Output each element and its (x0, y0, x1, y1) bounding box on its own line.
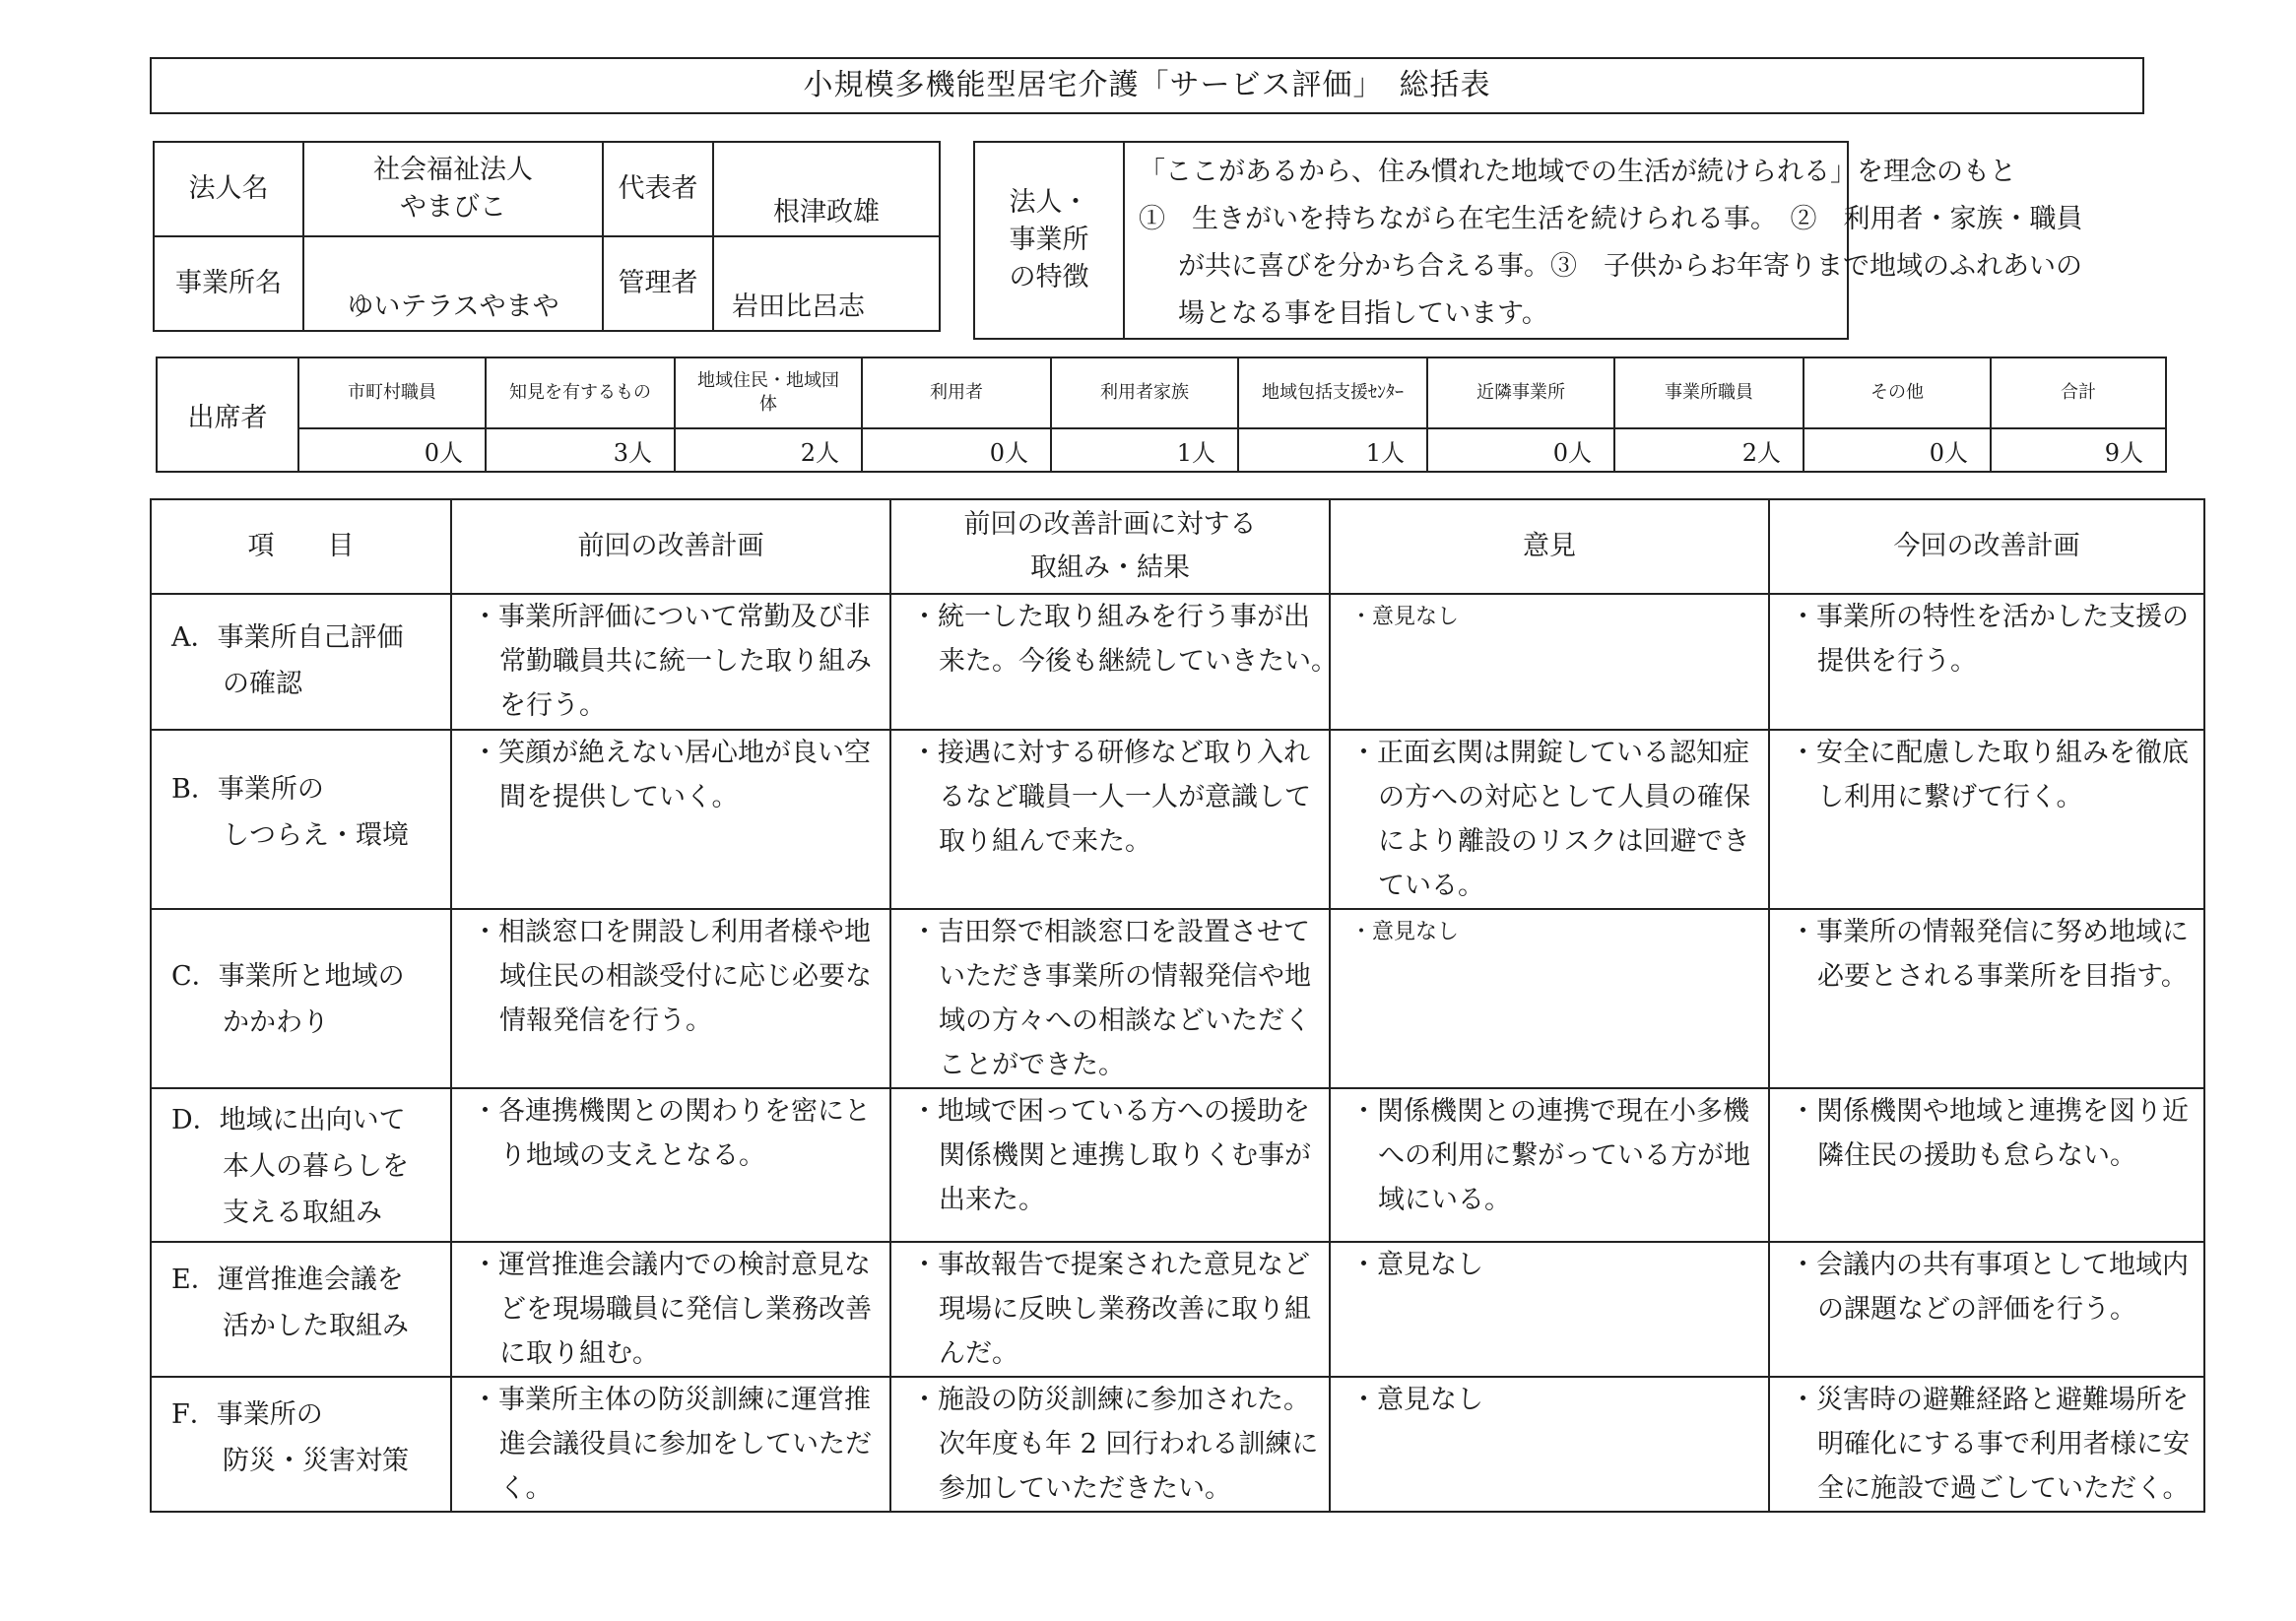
attendees-label: 出席者 (157, 357, 298, 472)
attendee-category-line: 体 (759, 394, 777, 415)
cell-line: 必要とされる事業所を目指す。 (1817, 961, 2188, 992)
row-opinion (1330, 1242, 1769, 1377)
cell-line: ・意見なし (1350, 1385, 1483, 1415)
features-label-line: 事業所 (1009, 225, 1089, 255)
manager-value: 岩田比呂志 (713, 236, 940, 331)
attendee-category: 知見を有するもの (486, 357, 675, 428)
cell-line: に取り組む。 (499, 1338, 659, 1369)
cell-line: く。 (499, 1473, 553, 1504)
cell-line: ・安全に配慮した取り組みを徹底 (1790, 738, 2189, 768)
cell-line: ・意見なし (1350, 920, 1460, 944)
manager-label: 管理者 (603, 236, 713, 331)
row-new-plan (1769, 1242, 2204, 1377)
attendee-count: 2人 (1614, 428, 1804, 472)
attendee-category: 利用者家族 (1051, 357, 1238, 428)
attendee-category: 事業所職員 (1614, 357, 1804, 428)
table-row (151, 1377, 2204, 1512)
attendee-category: 市町村職員 (298, 357, 486, 428)
cell-line: ・接遇に対する研修など取り入れ (911, 738, 1310, 768)
cell-line: るなど職員一人一人が意識して (939, 782, 1311, 812)
item-line: D．地域に出向いて (171, 1105, 406, 1135)
attendee-category: 近隣事業所 (1427, 357, 1614, 428)
cell-line: ・関係機関や地域と連携を図り近 (1790, 1096, 2189, 1127)
attendee-category (675, 357, 862, 428)
cell-line: ・意見なし (1350, 605, 1460, 629)
attendee-category: その他 (1804, 357, 1991, 428)
cell-line: ・施設の防災訓練に参加された。 (911, 1385, 1310, 1415)
item-line: かかわり (223, 1007, 329, 1038)
features-line: 場となる事を目指しています。 (1178, 298, 1548, 329)
cell-line: ・笑顔が絶えない居心地が良い空 (472, 738, 871, 768)
row-result (890, 594, 1338, 730)
office-name-label: 事業所名 (154, 236, 303, 331)
features-label (974, 142, 1124, 339)
cell-line: し利用に繋げて行く。 (1817, 782, 2083, 812)
row-result (890, 1242, 1330, 1377)
item-line: E．運営推進会議を (171, 1264, 404, 1295)
row-new-plan (1769, 909, 2204, 1088)
row-item (151, 1377, 451, 1512)
item-line: 活かした取組み (223, 1311, 409, 1341)
features-line: 「ここがあるから、住み慣れた地域での生活が続けられる」を理念のもと (1139, 157, 2016, 187)
attendee-count: 0人 (1427, 428, 1614, 472)
cell-line: り地域の支えとなる。 (499, 1140, 765, 1171)
cell-line: 全に施設で過ごしていただく。 (1817, 1473, 2190, 1504)
item-line: 支える取組み (223, 1198, 382, 1228)
cell-line: 出来た。 (939, 1185, 1045, 1215)
cell-line: ている。 (1378, 871, 1484, 901)
cell-line: ・運営推進会議内での検討意見な (472, 1250, 871, 1280)
cell-line: ・事業所主体の防災訓練に運営推 (472, 1385, 871, 1415)
cell-line: 常勤職員共に統一した取り組み (499, 646, 872, 677)
item-line: 本人の暮らしを (223, 1151, 409, 1182)
attendee-count: 1人 (1051, 428, 1238, 472)
corporation-info-table (153, 141, 941, 332)
features-line: が共に喜びを分かち合える事。③ 子供からお年寄りまで地域のふれあいの (1178, 251, 2082, 282)
corp-name-label: 法人名 (154, 142, 303, 236)
attendee-category: 利用者 (862, 357, 1051, 428)
cell-line: ・統一した取り組みを行う事が出 (911, 602, 1310, 632)
row-opinion (1330, 594, 1769, 730)
cell-line: んだ。 (939, 1338, 1018, 1369)
cell-line: ・事業所評価について常勤及び非 (472, 602, 871, 632)
attendee-count: 1人 (1238, 428, 1427, 472)
office-name-value: ゆいテラスやまや (303, 236, 603, 331)
features-text (1124, 142, 2083, 339)
attendee-count: 0人 (1804, 428, 1991, 472)
features-label-line: の特徴 (1009, 262, 1089, 292)
cell-line: ・会議内の共有事項として地域内 (1790, 1250, 2189, 1280)
cell-line: 明確化にする事で利用者様に安 (1817, 1429, 2190, 1459)
corp-name-line: やまびこ (400, 192, 506, 223)
cell-line: ことができた。 (939, 1050, 1125, 1080)
row-new-plan (1769, 594, 2204, 730)
cell-line: 隣住民の援助も怠らない。 (1817, 1140, 2136, 1171)
header-result-line: 取組み・結果 (1030, 552, 1190, 583)
cell-line: 取り組んで来た。 (939, 826, 1151, 857)
attendee-count: 3人 (486, 428, 675, 472)
attendee-count: 0人 (298, 428, 486, 472)
features-label-line: 法人・ (1009, 187, 1089, 218)
table-row (151, 594, 2204, 730)
row-opinion (1330, 1377, 1769, 1512)
table-row (151, 730, 2204, 909)
header-result (890, 499, 1330, 594)
corp-name-line: 社会福祉法人 (373, 155, 533, 185)
row-item (151, 909, 451, 1088)
cell-line: により離設のリスクは回避でき (1378, 826, 1750, 857)
representative-value: 根津政雄 (713, 142, 940, 236)
cell-line: ・意見なし (1350, 1250, 1483, 1280)
cell-line: ・事故報告で提案された意見など (911, 1250, 1310, 1280)
row-result (890, 1377, 1330, 1512)
table-row (151, 1242, 2204, 1377)
cell-line: への利用に繋がっている方が地 (1378, 1140, 1750, 1171)
attendee-count: 2人 (675, 428, 862, 472)
row-prev-plan (451, 730, 890, 909)
features-table (973, 141, 2083, 340)
header-result-line: 前回の改善計画に対する (963, 509, 1257, 540)
cell-line: の方への対応として人員の確保 (1378, 782, 1750, 812)
cell-line: ・各連携機関との関わりを密にと (472, 1096, 871, 1127)
row-prev-plan (451, 594, 890, 730)
row-result (890, 730, 1330, 909)
header-new-plan: 今回の改善計画 (1769, 499, 2204, 594)
item-line: F．事業所の (171, 1399, 323, 1430)
item-line: B．事業所の (171, 774, 324, 805)
cell-line: どを現場職員に発信し業務改善 (499, 1294, 872, 1325)
row-item (151, 730, 451, 909)
evaluation-table (150, 498, 2205, 1513)
cell-line: 進会議役員に参加をしていただ (499, 1429, 872, 1459)
cell-line: 提供を行う。 (1817, 646, 1977, 677)
row-opinion (1330, 730, 1769, 909)
cell-line: 次年度も年 2 回行われる訓練に (939, 1429, 1319, 1459)
row-new-plan (1769, 1377, 2204, 1512)
cell-line: ・吉田祭で相談窓口を設置させて (911, 917, 1310, 947)
cell-line: 域の方々への相談などいただく (939, 1005, 1311, 1036)
attendees-table (156, 357, 2167, 473)
item-line: しつらえ・環境 (223, 820, 409, 851)
cell-line: の課題などの評価を行う。 (1817, 1294, 2136, 1325)
row-prev-plan (451, 909, 890, 1088)
row-new-plan (1769, 730, 2204, 909)
cell-line: ・相談窓口を開設し利用者様や地 (472, 917, 871, 947)
row-result (890, 1088, 1330, 1242)
corp-name-value (303, 142, 603, 236)
cell-line: 来た。今後も継続していきたい。 (939, 646, 1338, 677)
row-prev-plan (451, 1088, 890, 1242)
cell-line: ・事業所の特性を活かした支援の (1790, 602, 2189, 632)
cell-line: ・地域で困っている方への援助を (911, 1096, 1310, 1127)
features-line: ① 生きがいを持ちながら在宅生活を続けられる事。 ② 利用者・家族・職員 (1139, 204, 2083, 234)
table-row (151, 909, 2204, 1088)
header-prev-plan: 前回の改善計画 (451, 499, 890, 594)
cell-line: 間を提供していく。 (499, 782, 739, 812)
row-result (890, 909, 1330, 1088)
table-row (151, 1088, 2204, 1242)
cell-line: 域住民の相談受付に応じ必要な (499, 961, 872, 992)
cell-line: ・正面玄関は開錠している認知症 (1350, 738, 1749, 768)
cell-line: を行う。 (499, 690, 606, 721)
item-line: 防災・災害対策 (223, 1446, 409, 1476)
attendee-count: 0人 (862, 428, 1051, 472)
cell-line: 現場に反映し業務改善に取り組 (939, 1294, 1311, 1325)
cell-line: 情報発信を行う。 (499, 1005, 712, 1036)
item-line: C．事業所と地域の (171, 961, 405, 992)
row-item (151, 1242, 451, 1377)
cell-line: いただき事業所の情報発信や地 (939, 961, 1311, 992)
representative-label: 代表者 (603, 142, 713, 236)
row-opinion (1330, 1088, 1769, 1242)
cell-line: ・災害時の避難経路と避難場所を (1790, 1385, 2189, 1415)
attendee-category-line: 地域住民・地域団 (697, 370, 839, 391)
header-opinion: 意見 (1330, 499, 1769, 594)
item-line: A．事業所自己評価 (171, 622, 404, 653)
attendee-count-total: 9人 (1991, 428, 2166, 472)
attendee-category: 合計 (1991, 357, 2166, 428)
row-prev-plan (451, 1242, 890, 1377)
cell-line: ・事業所の情報発信に努め地域に (1790, 917, 2189, 947)
row-item (151, 594, 451, 730)
row-item (151, 1088, 451, 1242)
attendee-category: 地域包括支援ｾﾝﾀｰ (1238, 357, 1427, 428)
header-item: 項 目 (151, 499, 451, 594)
row-new-plan (1769, 1088, 2204, 1242)
row-opinion (1330, 909, 1769, 1088)
row-prev-plan (451, 1377, 890, 1512)
cell-line: ・関係機関との連携で現在小多機 (1350, 1096, 1749, 1127)
document-title: 小規模多機能型居宅介護「サービス評価」 総括表 (150, 57, 2144, 114)
item-line: の確認 (223, 669, 302, 699)
cell-line: 関係機関と連携し取りくむ事が (939, 1140, 1311, 1171)
cell-line: 参加していただきたい。 (939, 1473, 1231, 1504)
cell-line: 域にいる。 (1378, 1185, 1511, 1215)
